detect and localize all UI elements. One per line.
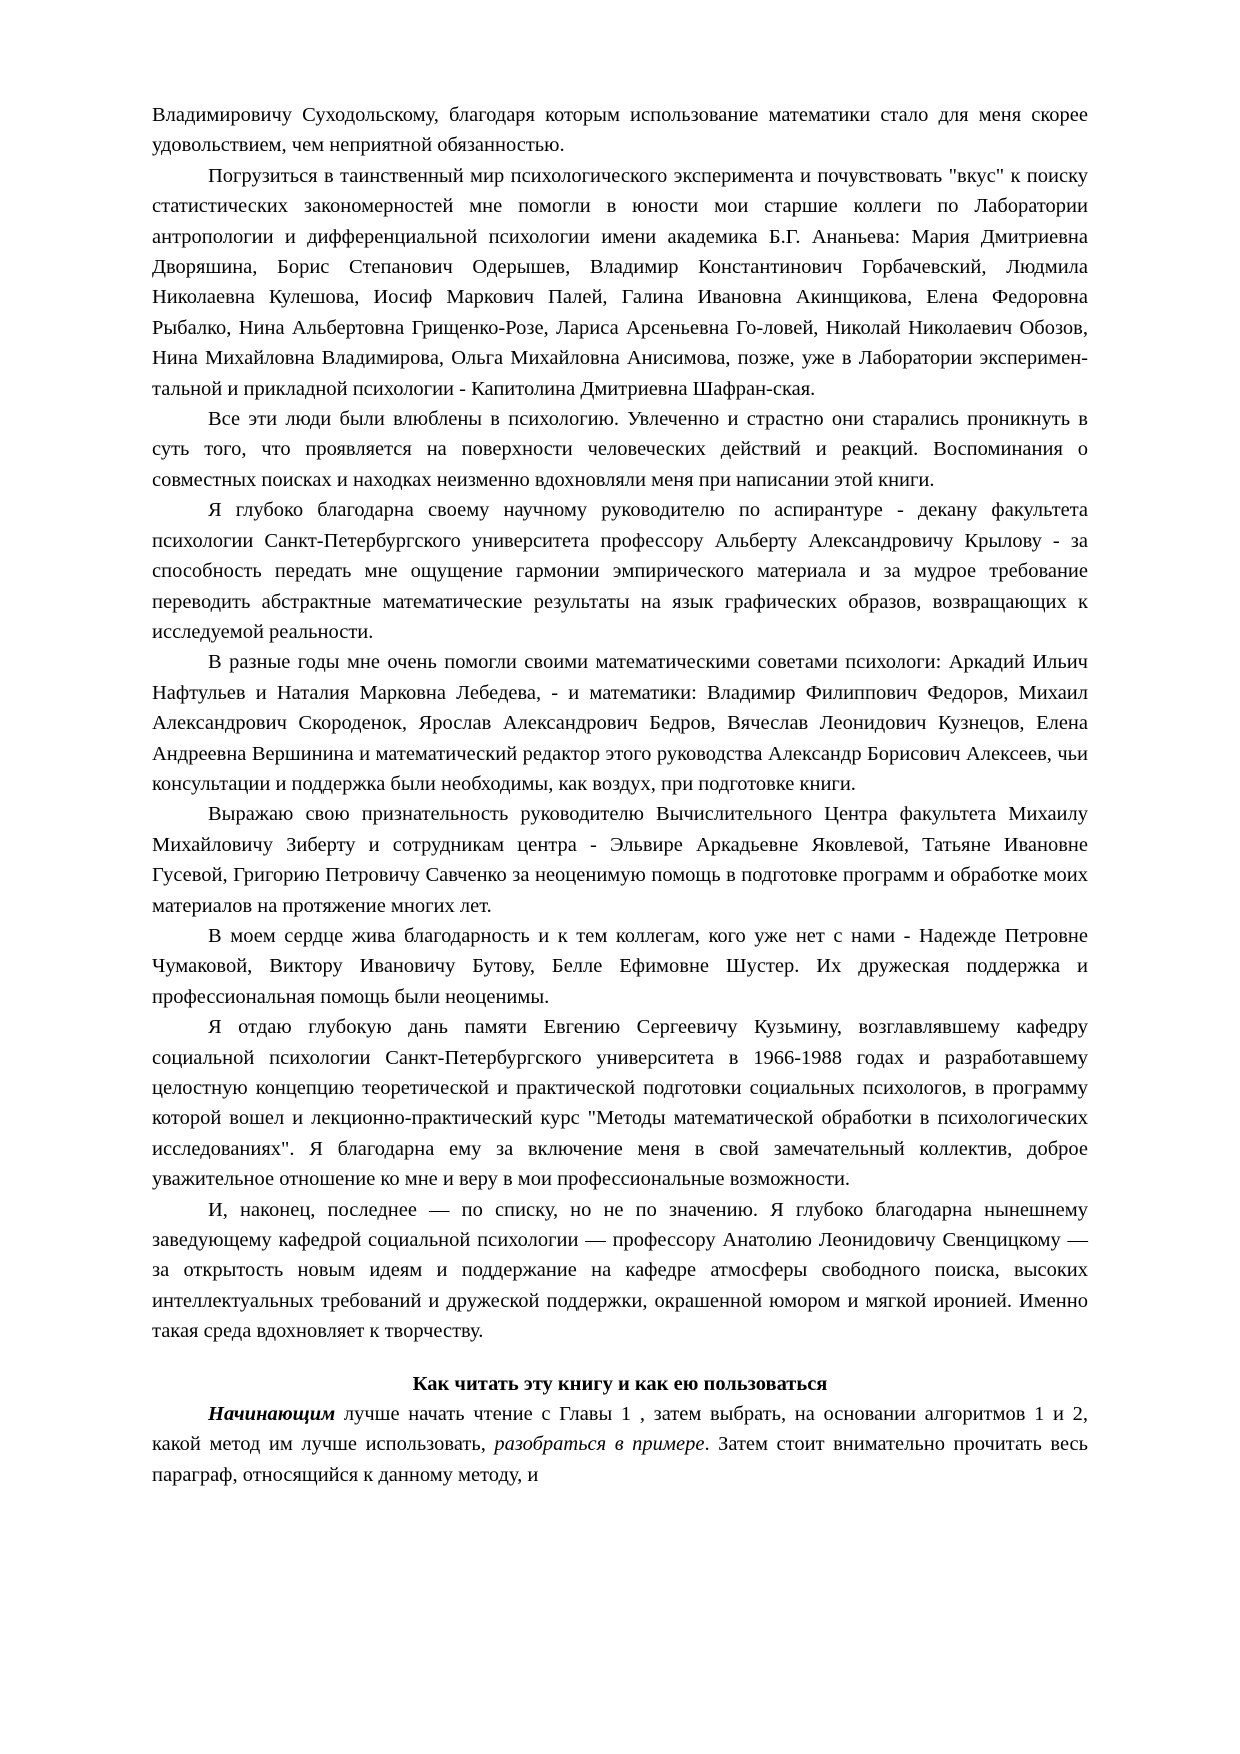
final-paragraph-part-1: лучше начать чтение с Главы 1 , затем выбрать, на основании алгоритмов 1 и 2, какой метод им лучше использовать, [152,1403,1088,1456]
paragraph-continuation: Владимировичу Суходольскому, благодаря которым использование математики стало для меня скорее удовольствием, чем неприятной обязанностью. [152,104,1088,157]
paragraph: Выражаю свою признательность руководителю Вычислительного Центра факультета Михаилу Михайловичу Зиберту и сотрудникам центра - Эльвире Аркадьевне Яковлевой, Татьяне Ивановне Гусевой, Григорию Петровичу Савченко за неоценимую помощь в подготовке программ и обработке моих материалов на протяжение многих лет. [152,803,1088,917]
paragraph: В разные годы мне очень помогли своими математическими советами психологи: Аркадий Ильич Нафтульев и Наталия Марковна Лебедева, - и математики: Владимир Филиппович Федоров, Михаил Александрович Скороденок, Ярослав Александрович Бедров, Вячеслав Леонидович Кузнецов, Елена Андреевна Вершинина и математический редактор этого руководства Александр Борисович Алексеев, чьи консультации и поддержка были необходимы, как воздух, при подготовке книги. [152,651,1088,795]
paragraph: И, наконец, последнее — по списку, но не по значению. Я глубоко благодарна нынешнему заведующему кафедрой социальной психологии — профессору Анатолию Леонидовичу Свенцицкому — за открытость новым идеям и поддержание на кафедре атмосферы свободного поиска, высоких интеллектуальных требований и дружеской поддержки, окрашенной юмором и мягкой иронией. Именно такая среда вдохновляет к творчеству. [152,1198,1088,1343]
final-paragraph-part-2: . Затем стоит внимательно прочитать весь параграф, относящийся к данному методу, и [152,1433,1088,1486]
paragraph: Все эти люди были влюблены в психологию. Увлеченно и страстно они старались проникнуть в суть того, что проявляется на поверхности человеческих действий и реакций. Воспоминания о совместных поисках и находках неизменно вдохновляли меня при написании этой книги. [152,408,1088,491]
paragraph-how-to-read [152,1399,1088,1490]
paragraph: Я глубоко благодарна своему научному руководителю по аспирантуре - декану факультета психологии Санкт-Петербургского университета профессору Альберту Александровичу Крылову - за способность передать мне ощущение гармонии эмпирического материала и за мудрое требование переводить абстрактные математические результаты на язык графических образов, возвращающих к исследуемой реальности. [152,499,1088,643]
page-body [152,100,1088,1490]
paragraph: Я отдаю глубокую дань памяти Евгению Сергеевичу Кузьмину, возглавлявшему кафедру социальной психологии Санкт-Петербургского университета в 1966-1988 годах и разработавшему целостную концепцию теоретической и практической подготовки социальных психологов, в программу которой вошел и лекционно-практический курс "Методы математической обработки в психологических исследованиях". Я благодарна ему за включение меня в свой замечательный коллектив, доброе уважительное отношение ко мне и веру в мои профессиональные возможности. [152,1016,1088,1191]
inline-emphasis: разобраться в примере [494,1433,705,1456]
paragraph: Погрузиться в таинственный мир психологического эксперимента и почувствовать "вкус" к поиску статистических закономерностей мне помогли в юности мои старшие коллеги по Лаборатории антропологии и дифференциальной психологии имени академика Б.Г. Ананьева: Мария Дмитриевна Дворяшина, Борис Степанович Одерышев, Владимир Константинович Горбачевский, Людмила Николаевна Кулешова, Иосиф Маркович Палей, Галина Ивановна Акинщикова, Елена Федоровна Рыбалко, Нина Альбертовна Грищенко-Розе, Лариса Арсеньевна Го-ловей, Николай Николаевич Обозов, Нина Михайловна Владимирова, Ольга Михайловна Анисимова, позже, уже в Лаборатории эксперимен-тальной и прикладной психологии - Капитолина Дмитриевна Шафран-ская. [152,164,1088,400]
lead-emphasis: Начинающим [208,1403,336,1426]
paragraph: В моем сердце жива благодарность и к тем коллегам, кого уже нет с нами - Надежде Петровне Чумаковой, Виктору Ивановичу Бутову, Белле Ефимовне Шустер. Их дружеская поддержка и профессиональная помощь были неоценимы. [152,924,1088,1008]
section-heading: Как читать эту книгу и как ею пользоваться [412,1372,828,1395]
